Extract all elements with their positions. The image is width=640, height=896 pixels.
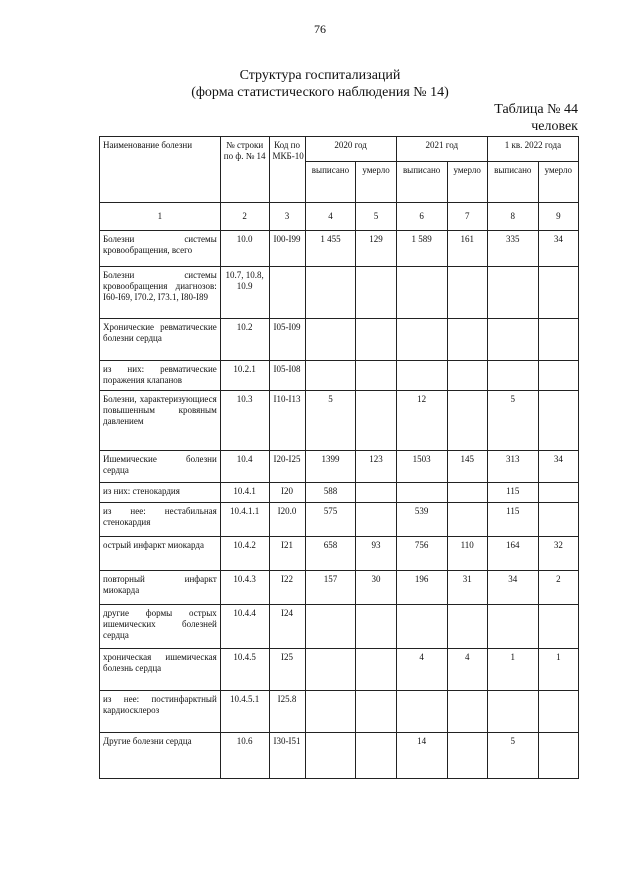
discharged-2021-cell — [396, 267, 447, 319]
icd-code-cell: I20 — [269, 483, 305, 503]
icd-code-cell: I05-I08 — [269, 361, 305, 391]
discharged-2021-cell — [396, 483, 447, 503]
table-row — [100, 451, 579, 483]
discharged-2021-cell: 1 589 — [396, 231, 447, 267]
header-year-2021: 2021 год — [396, 137, 487, 162]
table-row — [100, 733, 579, 779]
row-number-cell: 10.2 — [220, 319, 269, 361]
discharged-2020-cell: 575 — [305, 503, 356, 537]
row-number-cell: 10.6 — [220, 733, 269, 779]
table-row — [100, 605, 579, 649]
disease-name-cell: Ишемические болезни сердца — [100, 451, 221, 483]
unit-label: человек — [531, 119, 578, 134]
page-number: 76 — [314, 22, 326, 36]
died-2021-cell: 161 — [447, 231, 487, 267]
died-2022-cell — [538, 691, 578, 733]
died-2020-cell: 129 — [356, 231, 396, 267]
col-number: 3 — [269, 203, 305, 231]
table-row — [100, 391, 579, 451]
disease-name-cell: острый инфаркт миокарда — [100, 537, 221, 571]
icd-code-cell: I30-I51 — [269, 733, 305, 779]
header-code: Код по МКБ-10 — [269, 137, 305, 203]
died-2021-cell — [447, 391, 487, 451]
died-2020-cell: 93 — [356, 537, 396, 571]
died-2020-cell — [356, 649, 396, 691]
col-number: 4 — [305, 203, 356, 231]
col-number: 2 — [220, 203, 269, 231]
died-2021-cell — [447, 267, 487, 319]
died-2022-cell: 32 — [538, 537, 578, 571]
discharged-2020-cell — [305, 361, 356, 391]
disease-name-cell: Болезни системы кровообращения диагнозов: I60-I69, I70.2, I73.1, I80-I89 — [100, 267, 221, 319]
discharged-2022-cell — [487, 691, 538, 733]
died-2021-cell — [447, 605, 487, 649]
icd-code-cell: I20.0 — [269, 503, 305, 537]
table-row — [100, 231, 579, 267]
discharged-2020-cell — [305, 319, 356, 361]
icd-code-cell: I10-I13 — [269, 391, 305, 451]
discharged-2021-cell: 4 — [396, 649, 447, 691]
discharged-2020-cell: 5 — [305, 391, 356, 451]
row-number-cell: 10.4.1.1 — [220, 503, 269, 537]
header-discharged-2020: выписано — [305, 162, 356, 203]
discharged-2020-cell — [305, 605, 356, 649]
died-2022-cell — [538, 361, 578, 391]
disease-name-cell: из них: ревматические поражения клапанов — [100, 361, 221, 391]
table-label: Таблица № 44 — [494, 102, 578, 117]
header-died-2022: умерло — [538, 162, 578, 203]
died-2022-cell — [538, 503, 578, 537]
col-number: 8 — [487, 203, 538, 231]
table-row — [100, 537, 579, 571]
disease-name-cell: Болезни системы кровообращения, всего — [100, 231, 221, 267]
disease-name-cell: повторный инфаркт миокарда — [100, 571, 221, 605]
died-2020-cell — [356, 483, 396, 503]
died-2022-cell: 34 — [538, 451, 578, 483]
column-numbers-row — [100, 203, 579, 231]
table-row — [100, 571, 579, 605]
icd-code-cell: I00-I99 — [269, 231, 305, 267]
header-row-no: № строки по ф. № 14 — [220, 137, 269, 203]
died-2022-cell — [538, 483, 578, 503]
row-number-cell: 10.4 — [220, 451, 269, 483]
header-disease: Наименование болезни — [100, 137, 221, 203]
disease-name-cell: Болезни, характеризующиеся повышенным кровяным давлением — [100, 391, 221, 451]
died-2021-cell: 110 — [447, 537, 487, 571]
discharged-2022-cell: 335 — [487, 231, 538, 267]
row-number-cell: 10.0 — [220, 231, 269, 267]
discharged-2022-cell — [487, 605, 538, 649]
died-2022-cell — [538, 733, 578, 779]
row-number-cell: 10.4.3 — [220, 571, 269, 605]
discharged-2022-cell: 1 — [487, 649, 538, 691]
table-row — [100, 361, 579, 391]
icd-code-cell: I25.8 — [269, 691, 305, 733]
col-number: 9 — [538, 203, 578, 231]
discharged-2020-cell — [305, 267, 356, 319]
died-2021-cell — [447, 503, 487, 537]
page-title — [0, 67, 640, 101]
discharged-2022-cell: 313 — [487, 451, 538, 483]
discharged-2020-cell: 1399 — [305, 451, 356, 483]
discharged-2021-cell: 12 — [396, 391, 447, 451]
title-line-2: (форма статистического наблюдения № 14) — [191, 85, 449, 100]
died-2020-cell — [356, 503, 396, 537]
died-2021-cell — [447, 691, 487, 733]
header-discharged-2021: выписано — [396, 162, 447, 203]
disease-name-cell: из нее: постинфарктный кардиосклероз — [100, 691, 221, 733]
discharged-2020-cell — [305, 649, 356, 691]
disease-name-cell: Другие болезни сердца — [100, 733, 221, 779]
row-number-cell: 10.4.4 — [220, 605, 269, 649]
icd-code-cell: I05-I09 — [269, 319, 305, 361]
header-died-2021: умерло — [447, 162, 487, 203]
discharged-2020-cell: 588 — [305, 483, 356, 503]
died-2020-cell — [356, 267, 396, 319]
died-2020-cell — [356, 391, 396, 451]
discharged-2022-cell: 34 — [487, 571, 538, 605]
icd-code-cell: I25 — [269, 649, 305, 691]
disease-name-cell: из нее: нестабильная стенокардия — [100, 503, 221, 537]
col-number: 7 — [447, 203, 487, 231]
discharged-2021-cell — [396, 361, 447, 391]
died-2020-cell: 30 — [356, 571, 396, 605]
died-2020-cell — [356, 319, 396, 361]
icd-code-cell: I24 — [269, 605, 305, 649]
discharged-2022-cell: 164 — [487, 537, 538, 571]
discharged-2020-cell: 157 — [305, 571, 356, 605]
died-2020-cell — [356, 691, 396, 733]
row-number-cell: 10.2.1 — [220, 361, 269, 391]
disease-name-cell: Хронические ревматические болезни сердца — [100, 319, 221, 361]
died-2021-cell: 31 — [447, 571, 487, 605]
icd-code-cell: I20-I25 — [269, 451, 305, 483]
died-2020-cell — [356, 361, 396, 391]
row-number-cell: 10.3 — [220, 391, 269, 451]
discharged-2022-cell — [487, 361, 538, 391]
died-2021-cell: 4 — [447, 649, 487, 691]
row-number-cell: 10.7, 10.8, 10.9 — [220, 267, 269, 319]
died-2021-cell — [447, 483, 487, 503]
died-2021-cell — [447, 361, 487, 391]
header-discharged-2022: выписано — [487, 162, 538, 203]
discharged-2021-cell: 1503 — [396, 451, 447, 483]
col-number: 5 — [356, 203, 396, 231]
row-number-cell: 10.4.5 — [220, 649, 269, 691]
died-2020-cell — [356, 733, 396, 779]
discharged-2022-cell: 5 — [487, 733, 538, 779]
discharged-2022-cell — [487, 319, 538, 361]
discharged-2020-cell — [305, 691, 356, 733]
header-died-2020: умерло — [356, 162, 396, 203]
icd-code-cell: I22 — [269, 571, 305, 605]
header-q1-2022: 1 кв. 2022 года — [487, 137, 578, 162]
died-2021-cell — [447, 733, 487, 779]
row-number-cell: 10.4.5.1 — [220, 691, 269, 733]
table-row — [100, 503, 579, 537]
died-2022-cell: 2 — [538, 571, 578, 605]
died-2021-cell: 145 — [447, 451, 487, 483]
died-2022-cell: 34 — [538, 231, 578, 267]
row-number-cell: 10.4.1 — [220, 483, 269, 503]
col-number: 1 — [100, 203, 221, 231]
discharged-2021-cell — [396, 605, 447, 649]
died-2021-cell — [447, 319, 487, 361]
discharged-2021-cell: 756 — [396, 537, 447, 571]
table-row — [100, 483, 579, 503]
table-row — [100, 649, 579, 691]
disease-name-cell: хроническая ишемическая болезнь сердца — [100, 649, 221, 691]
title-line-1: Структура госпитализаций — [239, 68, 401, 83]
discharged-2021-cell: 539 — [396, 503, 447, 537]
table-row — [100, 267, 579, 319]
header-year-2020: 2020 год — [305, 137, 396, 162]
died-2022-cell — [538, 605, 578, 649]
discharged-2022-cell: 115 — [487, 483, 538, 503]
discharged-2020-cell — [305, 733, 356, 779]
discharged-2021-cell — [396, 319, 447, 361]
discharged-2021-cell: 196 — [396, 571, 447, 605]
discharged-2022-cell — [487, 267, 538, 319]
discharged-2021-cell — [396, 691, 447, 733]
col-number: 6 — [396, 203, 447, 231]
discharged-2020-cell: 1 455 — [305, 231, 356, 267]
died-2022-cell — [538, 267, 578, 319]
died-2022-cell — [538, 391, 578, 451]
died-2022-cell: 1 — [538, 649, 578, 691]
discharged-2021-cell: 14 — [396, 733, 447, 779]
discharged-2022-cell: 5 — [487, 391, 538, 451]
table-row — [100, 691, 579, 733]
hospitalization-table — [99, 136, 579, 779]
disease-name-cell: другие формы острых ишемических болезней сердца — [100, 605, 221, 649]
discharged-2022-cell: 115 — [487, 503, 538, 537]
discharged-2020-cell: 658 — [305, 537, 356, 571]
row-number-cell: 10.4.2 — [220, 537, 269, 571]
died-2020-cell — [356, 605, 396, 649]
died-2022-cell — [538, 319, 578, 361]
table-row — [100, 319, 579, 361]
disease-name-cell: из них: стенокардия — [100, 483, 221, 503]
icd-code-cell: I21 — [269, 537, 305, 571]
died-2020-cell: 123 — [356, 451, 396, 483]
icd-code-cell — [269, 267, 305, 319]
